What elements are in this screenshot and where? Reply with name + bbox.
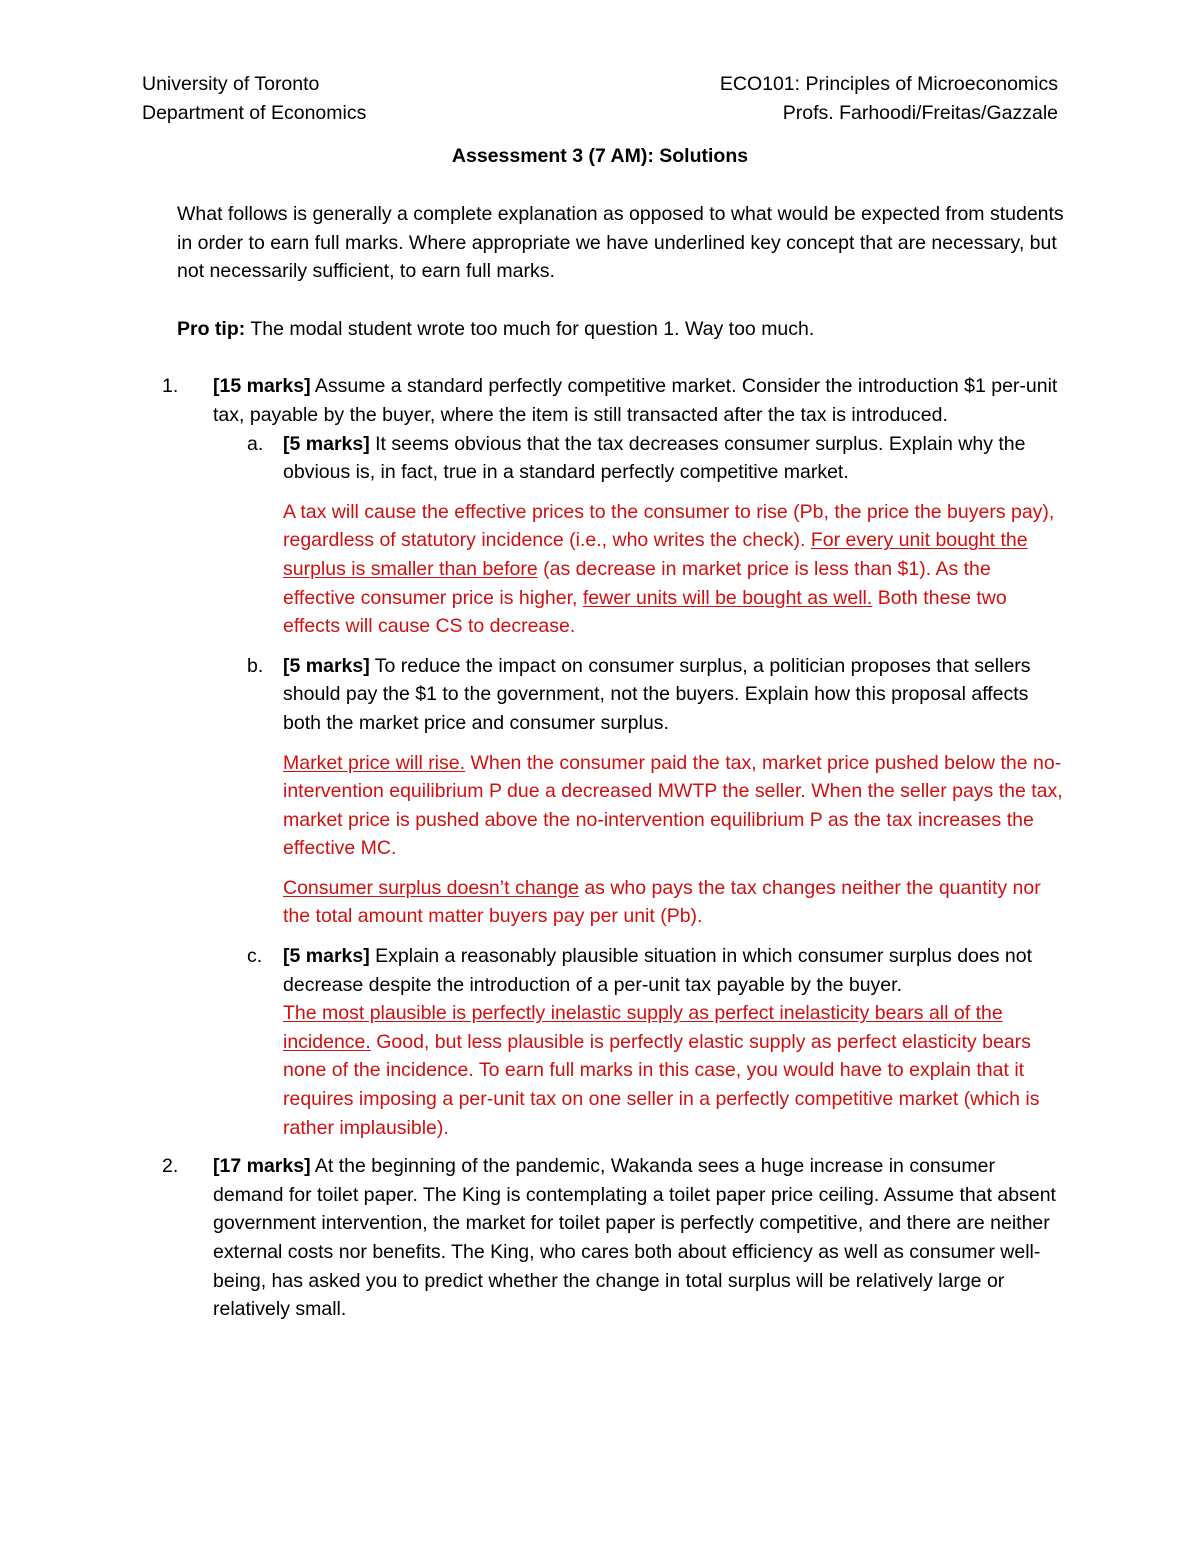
question-1 [162,372,1067,1142]
page-header [142,70,1058,128]
question-marks: [17 marks] [213,1155,311,1178]
document-title: Assessment 3 (7 AM): Solutions [451,145,749,167]
question-marks: [15 marks] [213,375,311,398]
sub-letter: c. [247,945,263,968]
document-body [162,200,1067,1324]
sub-body: To reduce the impact on consumer surplus, a politician proposes that sellers should pay the $1 to the government, not the buyers. Explain how this proposal affects both the market price and consumer surplus. [283,654,1031,734]
answer-text: Both these two effects will cause CS to decrease. [283,586,1007,638]
answer-text: When the consumer paid the tax, market price pushed below the no-intervention equilibrium P due a decreased MWTP the seller. When the seller pays the tax, market price is pushed above the no-intervention equilibrium P as the tax increases the effective MC. [283,751,1063,860]
sub-letter: b. [247,654,264,677]
question-1b [177,652,1067,738]
spacer [213,863,1067,874]
answer-text: (as decrease in market price is less than $1). As the effective consumer price is higher, [283,557,991,609]
course-title: ECO101: Principles of Microeconomics [719,73,1058,95]
spacer [213,487,1067,498]
spacer [213,931,1067,942]
pro-tip-label: Pro tip: [177,317,246,340]
answer-text: A tax will cause the effective prices to the consumer to rise (Pb, the price the buyers pay), regardless of statutory incidence (i.e., who writes the check). [283,500,1055,552]
question-2 [162,1152,1067,1324]
answer-key-concept: For every unit bought the surplus is smaller than before [283,529,1028,580]
question-body: Assume a standard perfectly competitive market. Consider the introduction $1 per-unit tax, payable by the buyer, where the item is still transacted after the tax is introduced. [213,375,1058,426]
sub-question-text [283,652,1067,738]
question-1c [177,942,1067,999]
department-name: Department of Economics [142,102,367,124]
spacer [177,1142,1067,1152]
sub-marks: [5 marks] [283,654,370,677]
professors: Profs. Farhoodi/Freitas/Gazzale [782,102,1058,124]
answer-1c [213,999,1067,1142]
answer-key-concept: fewer units will be bought as well. [582,586,873,609]
sub-question-text [283,430,1067,487]
question-body: At the beginning of the pandemic, Wakanda sees a huge increase in consumer demand for toilet paper. The King is contemplating a toilet paper price ceiling. Assume that absent government intervention, the market for toilet paper is perfectly competitive, and there are neither external costs nor benefits. The King, who cares both about efficiency as well as consumer well-being, has asked you to predict whether the change in total surplus will be relatively large or relatively small. [213,1155,1056,1321]
answer-text: as who pays the tax changes neither the quantity nor the total amount matter buyers pay per unit (Pb). [283,876,1041,928]
pro-tip-text: The modal student wrote too much for question 1. Way too much. [245,317,815,340]
question-number: 2. [162,1155,179,1178]
answer-text: Good, but less plausible is perfectly elastic supply as perfect elasticity bears none of the incidence. To earn full marks in this case, you would have to explain that it requires imposing a per-unit tax on one seller in a perfectly competitive market (which is rather implausible). [283,1030,1040,1139]
sub-question-text [283,942,1067,999]
pro-tip [177,315,1067,344]
answer-1a [213,498,1067,641]
intro-paragraph: What follows is generally a complete explanation as opposed to what would be expected from students in order to earn full marks. Where appropriate we have underlined key concept that are necessary, but not necessarily sufficient, to earn full marks. [177,203,1064,283]
university-name: University of Toronto [142,73,320,95]
sub-letter: a. [247,432,264,455]
sub-body: It seems obvious that the tax decreases consumer surplus. Explain why the obvious is, in fact, true in a standard perfectly competitive market. [283,432,1026,484]
answer-1b-part2 [213,874,1067,931]
spacer [213,641,1067,652]
question-text [213,372,1067,429]
answer-key-concept: Consumer surplus doesn’t change [283,876,579,899]
question-text [213,1152,1067,1324]
spacer [213,738,1067,749]
question-1a [177,430,1067,487]
sub-body: Explain a reasonably plausible situation in which consumer surplus does not decrease despite the introduction of a per-unit tax payable by the buyer. [283,945,1033,996]
answer-key-concept: Market price will rise. [283,751,466,774]
sub-marks: [5 marks] [283,432,370,455]
sub-marks: [5 marks] [283,945,370,968]
answer-1b-part1 [213,749,1067,863]
question-number: 1. [162,375,179,398]
answer-key-concept: The most plausible is perfectly inelastic supply as perfect inelasticity bears all of the incidence. [283,1002,1003,1053]
